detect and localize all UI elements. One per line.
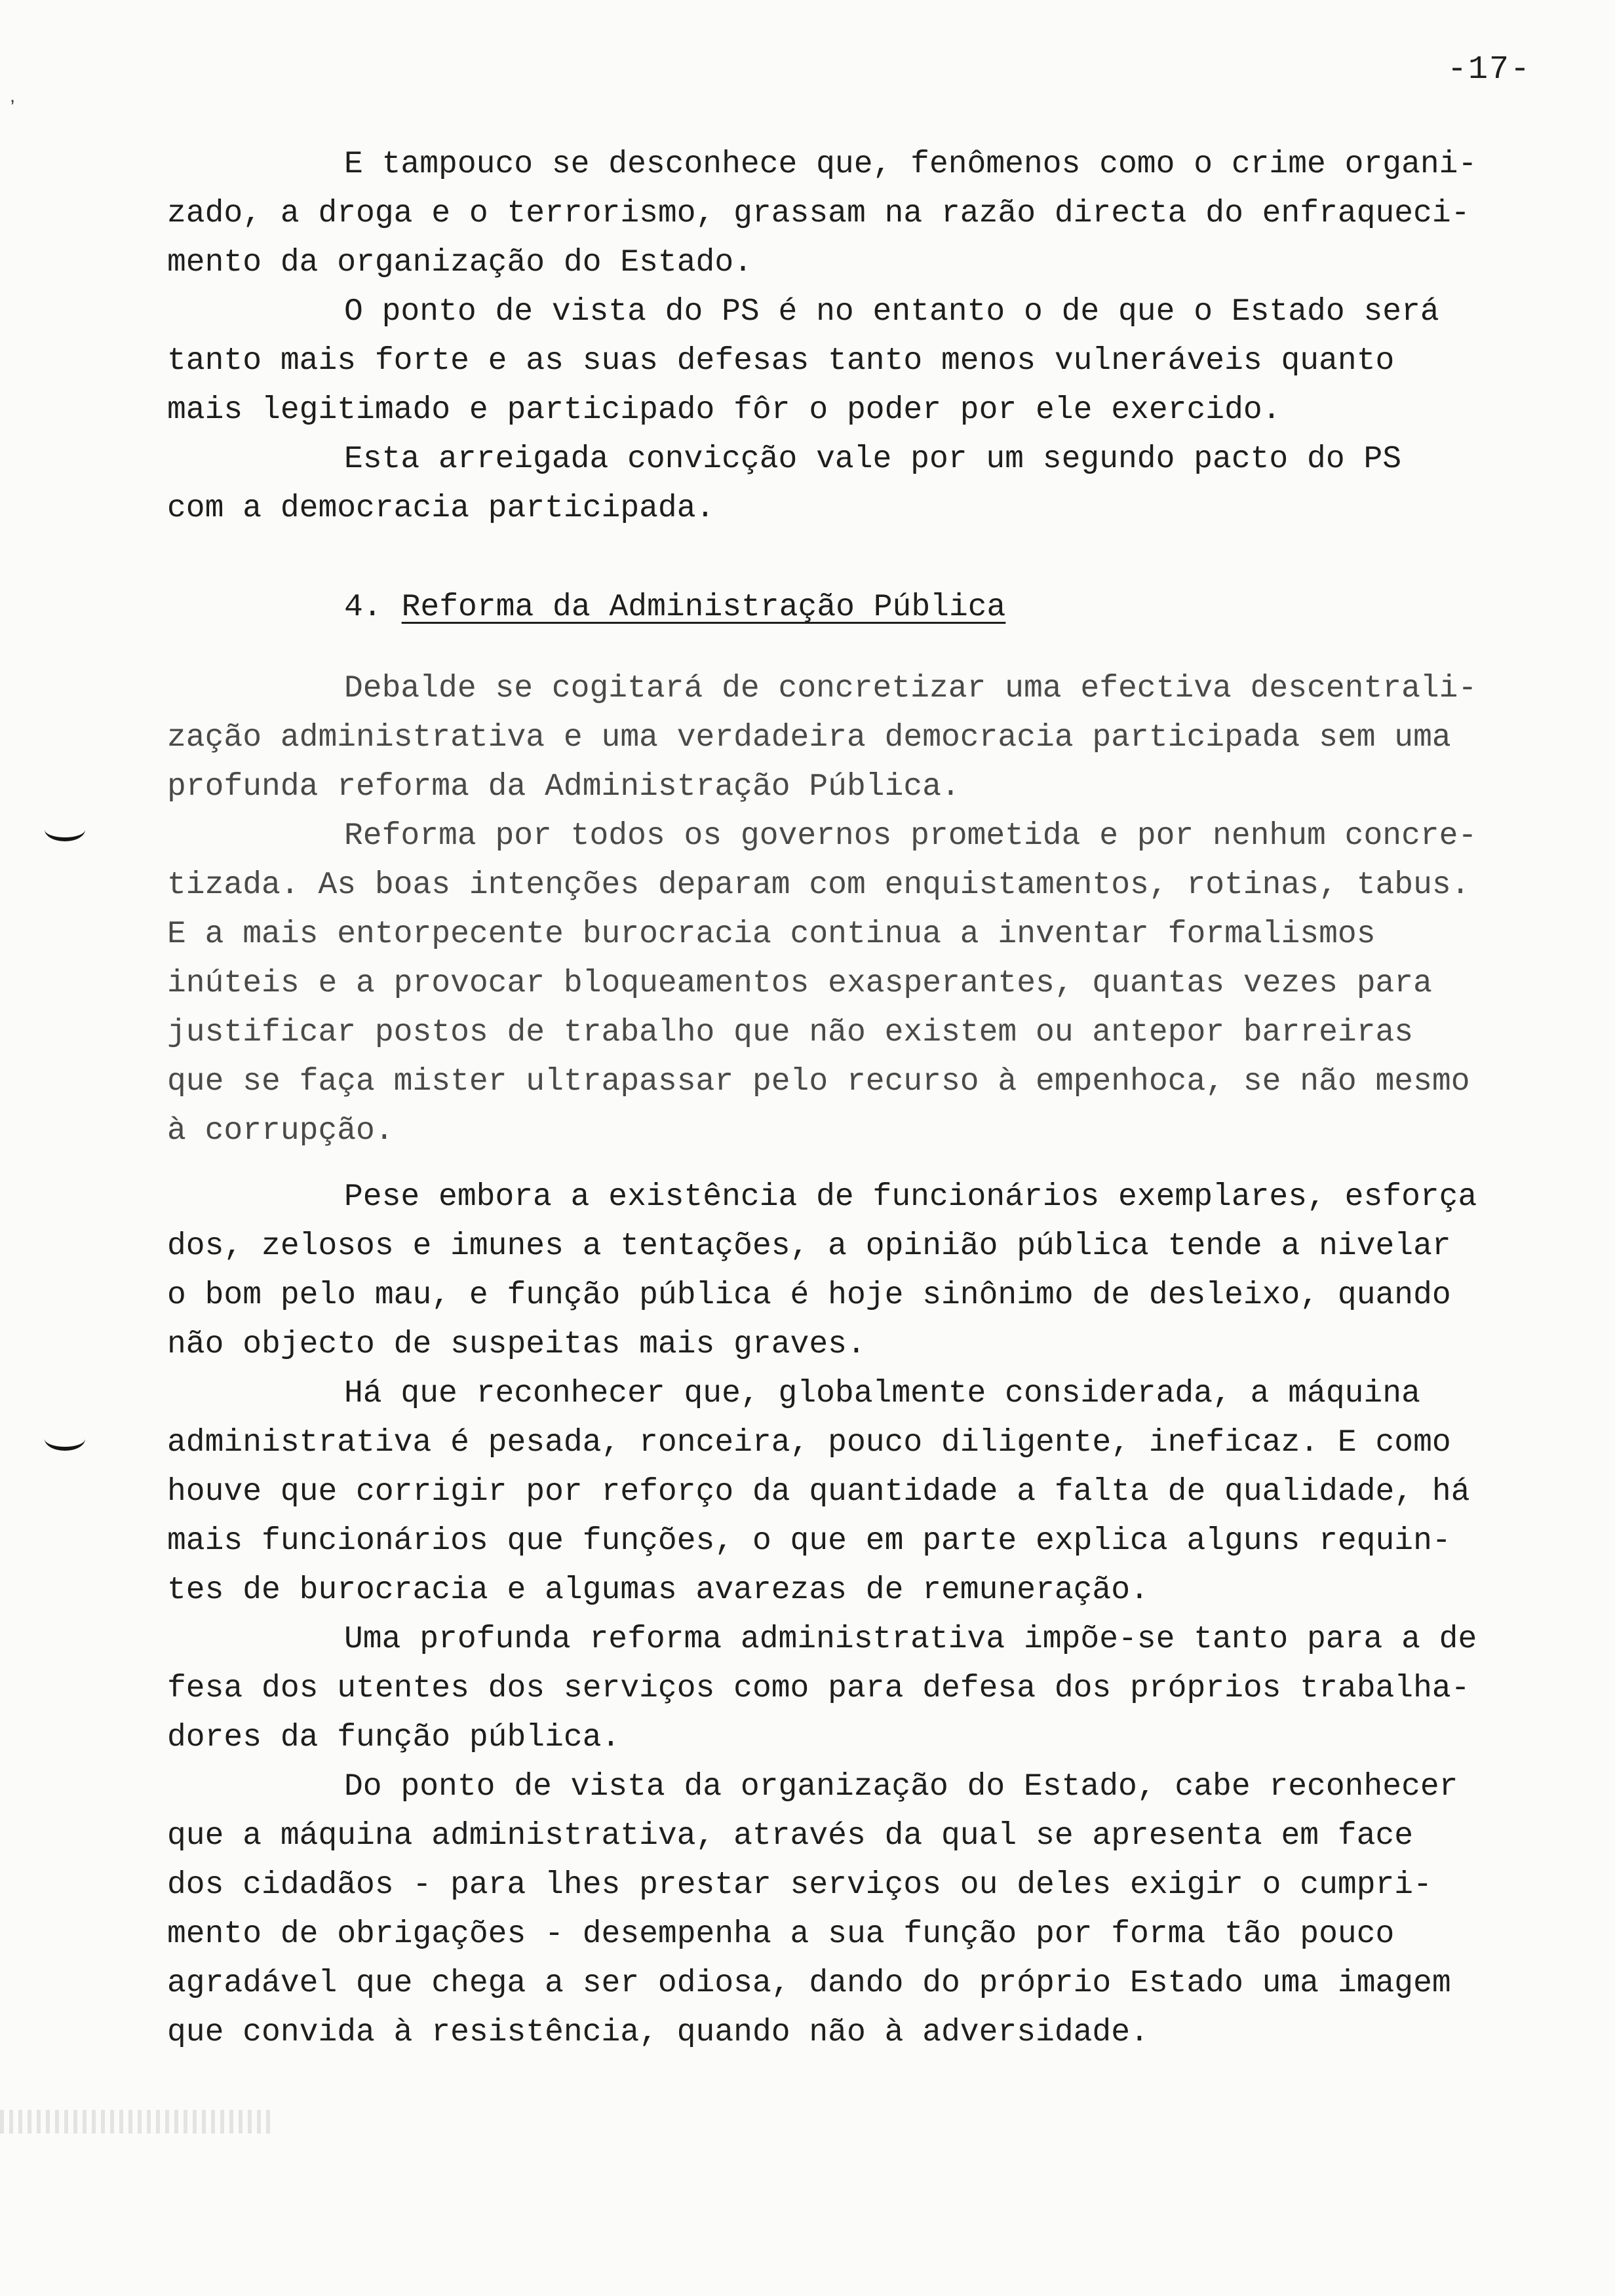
text-line: tizada. As boas intenções deparam com enquistamentos, rotinas, tabus. [167,868,1470,903]
text-line: dores da função pública. [167,1720,621,1755]
margin-curve-mark [45,818,85,841]
text-line: mento da organização do Estado. [167,245,752,280]
text-line: não objecto de suspeitas mais graves. [167,1327,866,1362]
text-line: o bom pelo mau, e função pública é hoje sinônimo de desleixo, quando [167,1278,1451,1313]
text-line: Reforma por todos os governos prometida e por nenhum concre- [344,818,1477,854]
text-line: administrativa é pesada, ronceira, pouco diligente, ineficaz. E como [167,1425,1451,1461]
text-line: Debalde se cogitará de concretizar uma efectiva descentrali- [344,671,1477,706]
text-line: E tampouco se desconhece que, fenômenos como o crime organi- [344,147,1477,182]
text-line: que se faça mister ultrapassar pelo recurso à empenhoca, se não mesmo [167,1064,1470,1100]
text-line: Pese embora a existência de funcionários exemplares, esforça [344,1179,1477,1215]
paragraph-block-reform [167,664,1517,1156]
text-line: mais funcionários que funções, o que em parte explica alguns requin- [167,1523,1451,1559]
text-line: inúteis e a provocar bloqueamentos exasperantes, quantas vezes para [167,966,1432,1001]
text-line: tes de burocracia e algumas avarezas de remuneração. [167,1573,1149,1608]
page-number: -17- [1447,51,1532,88]
text-line: mento de obrigações - desempenha a sua função por forma tão pouco [167,1917,1395,1952]
text-line: tanto mais forte e as suas defesas tanto menos vulneráveis quanto [167,343,1395,379]
text-line: zação administrativa e uma verdadeira democracia participada sem uma [167,720,1451,756]
text-line: mais legitimado e participado fôr o poder por ele exercido. [167,392,1281,428]
margin-curve-mark [45,1427,85,1451]
text-line: com a democracia participada. [167,491,715,526]
text-line: agradável que chega a ser odiosa, dando do próprio Estado uma imagem [167,1966,1451,2001]
text-line: à corrupção. [167,1113,394,1149]
text-line: Há que reconhecer que, globalmente considerada, a máquina [344,1376,1420,1411]
text-line: que a máquina administrativa, através da qual se apresenta em face [167,1818,1414,1854]
section-number: 4. [344,590,382,625]
text-line: E a mais entorpecente burocracia continua a inventar formalismos [167,917,1376,952]
text-line: que convida à resistência, quando não à adversidade. [167,2015,1149,2050]
text-line: Esta arreigada convicção vale por um segundo pacto do PS [344,442,1402,477]
paragraph-block-intro [167,140,1517,533]
text-line: dos cidadãos - para lhes prestar serviços ou deles exigir o cumpri- [167,1867,1432,1903]
text-line: profunda reforma da Administração Pública. [167,769,960,805]
section-title: Reforma da Administração Pública [401,590,1006,625]
section-heading [344,583,1005,632]
text-line: dos, zelosos e imunes a tentações, a opinião pública tende a nivelar [167,1229,1451,1264]
corner-tick-mark: ʼ [7,98,19,121]
text-line: O ponto de vista do PS é no entanto o de que o Estado será [344,294,1439,330]
text-line: justificar postos de trabalho que não existem ou antepor barreiras [167,1015,1414,1050]
text-line: fesa dos utentes dos serviços como para defesa dos próprios trabalha- [167,1671,1470,1706]
paragraph-block-civil-service [167,1173,1517,2057]
text-line: Uma profunda reforma administrativa impõe-se tanto para a de [344,1622,1477,1657]
text-line: houve que corrigir por reforço da quantidade a falta de qualidade, há [167,1474,1470,1510]
text-line: Do ponto de vista da organização do Estado, cabe reconhecer [344,1769,1458,1805]
text-line: zado, a droga e o terrorismo, grassam na razão directa do enfraqueci- [167,196,1470,231]
scan-smudge [0,2110,275,2133]
